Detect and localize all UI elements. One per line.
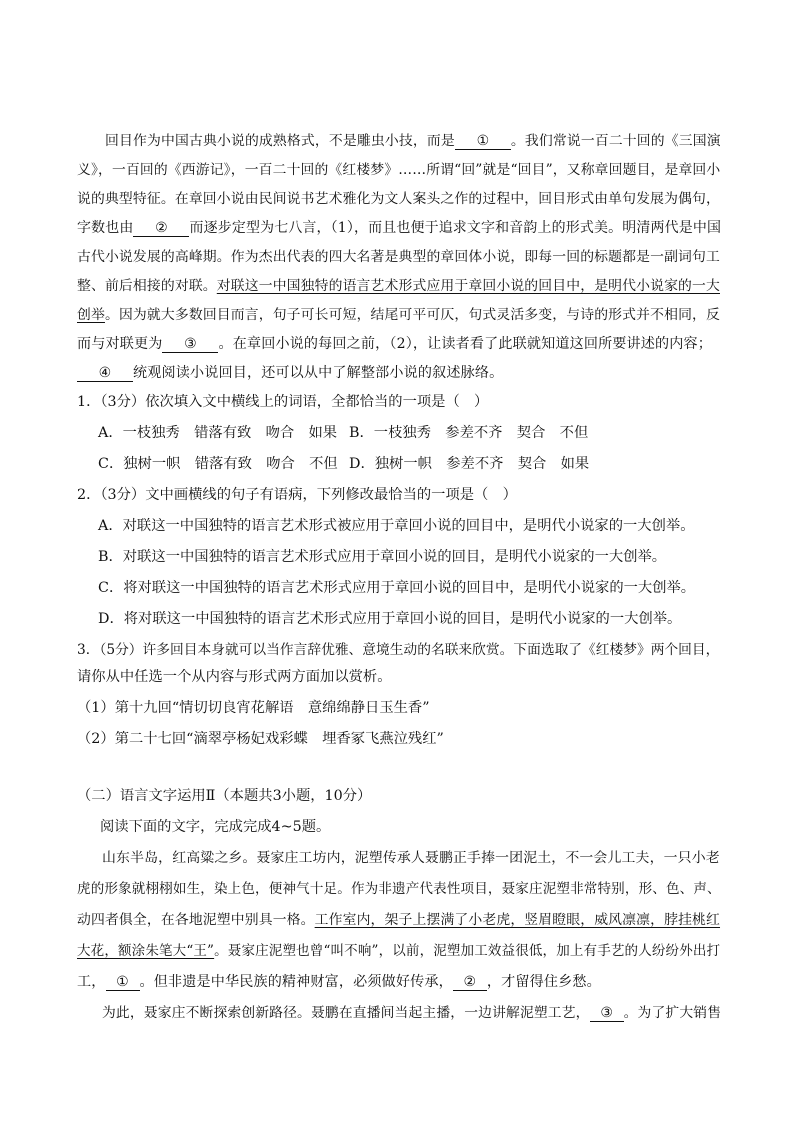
question-3-stem-line-1: 3．（5分）许多回目本身就可以当作言辞优雅、意境生动的名联来欣赏。下面选取了《红楼梦》两个回目， bbox=[77, 642, 720, 658]
passage2-line-1: 山东半岛，红高粱之乡。聂家庄工坊内，泥塑传承人聂鹏正手捧一团泥土，不一会儿工夫，一只小老 bbox=[102, 850, 720, 866]
passage1-line-9: ④ 统观阅读小说回目，还可以从中了解整部小说的叙述脉络。 bbox=[77, 363, 503, 383]
question-3-option-1: （1）第十九回“情切切良宵花解语 意绵绵静日玉生香” bbox=[77, 700, 430, 716]
passage1-line-7: 创举。因为就大多数回目而言，句子可长可短，结尾可平可仄，句式灵活多变，与诗的形式并不相同，反 bbox=[77, 307, 721, 323]
question-1-option-c: C．独树一帜 错落有致 吻合 不但 bbox=[98, 456, 338, 472]
passage1-line-6: 整、前后相接的对联。对联这一中国独特的语言艺术形式应用于章回小说的回目中，是明代小说家的一大 bbox=[77, 278, 720, 294]
passage2-line-6: 为此，聂家庄不断探索创新路径。聂鹏在直播间当起主播，一边讲解泥塑工艺， ③ 。为了扩大销售 bbox=[102, 1005, 722, 1021]
question-2-option-b: B．对联这一中国独特的语言艺术形式应用于章回小说的回目，是明代小说家的一大创举。 bbox=[98, 549, 667, 565]
underlined-description: 工作室内，架子上摆满了小老虎，竖眉瞪眼，威风凛凛，脖挂桃红 bbox=[314, 912, 721, 928]
question-2-option-d: D．将对联这一中国独特的语言艺术形式应用于章回小说的回目，是明代小说家的一大创举。 bbox=[98, 611, 682, 627]
underlined-description-end: 大花，额涂朱笔大“王” bbox=[77, 943, 215, 959]
passage1-line-5: 古代小说发展的高峰期。作为杰出代表的四大名著是典型的章回体小说，即每一回的标题都是一副词句工 bbox=[77, 249, 720, 265]
question-2-option-c: C．将对联这一中国独特的语言艺术形式应用于章回小说的回目中，是明代小说家的一大创举。 bbox=[98, 580, 696, 596]
blank-3: ③ bbox=[162, 336, 218, 353]
passage2-line-3: 动四者俱全，在各地泥塑中别具一格。工作室内，架子上摆满了小老虎，竖眉瞪眼，威风凛凛，脖挂桃红 bbox=[77, 912, 721, 928]
passage1-line-8: 而与对联更为 ③ 。在章回小说的每回之前，（2），让读者看了此联就知道这回所要讲述的内容； bbox=[77, 336, 713, 352]
passage1-line-4: 字数也由 ② 而逐步定型为七八言，（1），而且也便于追求文字和音韵上的形式美。明清两代是中国 bbox=[77, 220, 722, 236]
passage2-line-5: 工， ① 。但非遗是中华民族的精神财富，必须做好传承， ② ，才留得住乡愁。 bbox=[77, 974, 601, 990]
underlined-sentence: 对联这一中国独特的语言艺术形式应用于章回小说的回目中，是明代小说家的一大 bbox=[216, 278, 720, 294]
question-3-stem-line-2: 请你从中任选一个从内容与形式两方面加以赏析。 bbox=[77, 669, 392, 685]
question-3-option-2: （2）第二十七回“滴翠亭杨妃戏彩蝶 埋香冢飞燕泣残红” bbox=[77, 731, 444, 747]
passage2-line-2: 虎的形象就栩栩如生，染上色，便神气十足。作为非遗产代表性项目，聂家庄泥塑非常特别，形、色、声、 bbox=[77, 881, 721, 897]
underlined-sentence-end: 创举 bbox=[77, 307, 105, 323]
passage2-blank-1: ① bbox=[106, 974, 140, 991]
section-2-instruction: 阅读下面的文字，完成完成4~5题。 bbox=[100, 819, 331, 835]
passage2-blank-2: ② bbox=[453, 974, 487, 991]
question-1-option-b: B．一枝独秀 参差不齐 契合 不但 bbox=[349, 425, 589, 441]
passage1-line-1: 回目作为中国古典小说的成熟格式，不是雕虫小技，而是 ① 。我们常说一百二十回的《三国演 bbox=[105, 133, 721, 149]
passage1-line-2: 义》，一百回的《西游记》，一百二十回的《红楼梦》……所谓“回”就是“回目”，又称章回题目，是章回小 bbox=[77, 162, 721, 178]
blank-4: ④ bbox=[77, 365, 133, 382]
question-1-option-d: D．独树一帜 参差不齐 契合 如果 bbox=[349, 456, 590, 472]
blank-2: ② bbox=[133, 220, 189, 237]
question-2-stem: 2．（3分）文中画横线的句子有语病，下列修改最恰当的一项是（ ） bbox=[77, 487, 517, 503]
passage2-line-4: 大花，额涂朱笔大“王”。聂家庄泥塑也曾“叫不响”，以前，泥塑加工效益很低，加上有手艺的人纷纷外出打 bbox=[77, 943, 721, 959]
question-2-option-a: A．对联这一中国独特的语言艺术形式被应用于章回小说的回目中，是明代小说家的一大创举。 bbox=[98, 518, 695, 534]
blank-1: ① bbox=[455, 133, 511, 150]
question-1-stem: 1．（3分）依次填入文中横线上的词语，全都恰当的一项是（ ） bbox=[77, 394, 489, 410]
passage1-line-3: 说的典型特征。在章回小说由民间说书艺术雅化为文人案头之作的过程中，回目形式由单句发展为偶句， bbox=[77, 191, 720, 207]
passage2-blank-3: ③ bbox=[590, 1005, 624, 1022]
question-1-option-a: A．一枝独秀 错落有致 吻合 如果 bbox=[98, 425, 338, 441]
section-2-heading: （二）语言文字运用Ⅱ（本题共3小题，10分） bbox=[77, 788, 372, 804]
